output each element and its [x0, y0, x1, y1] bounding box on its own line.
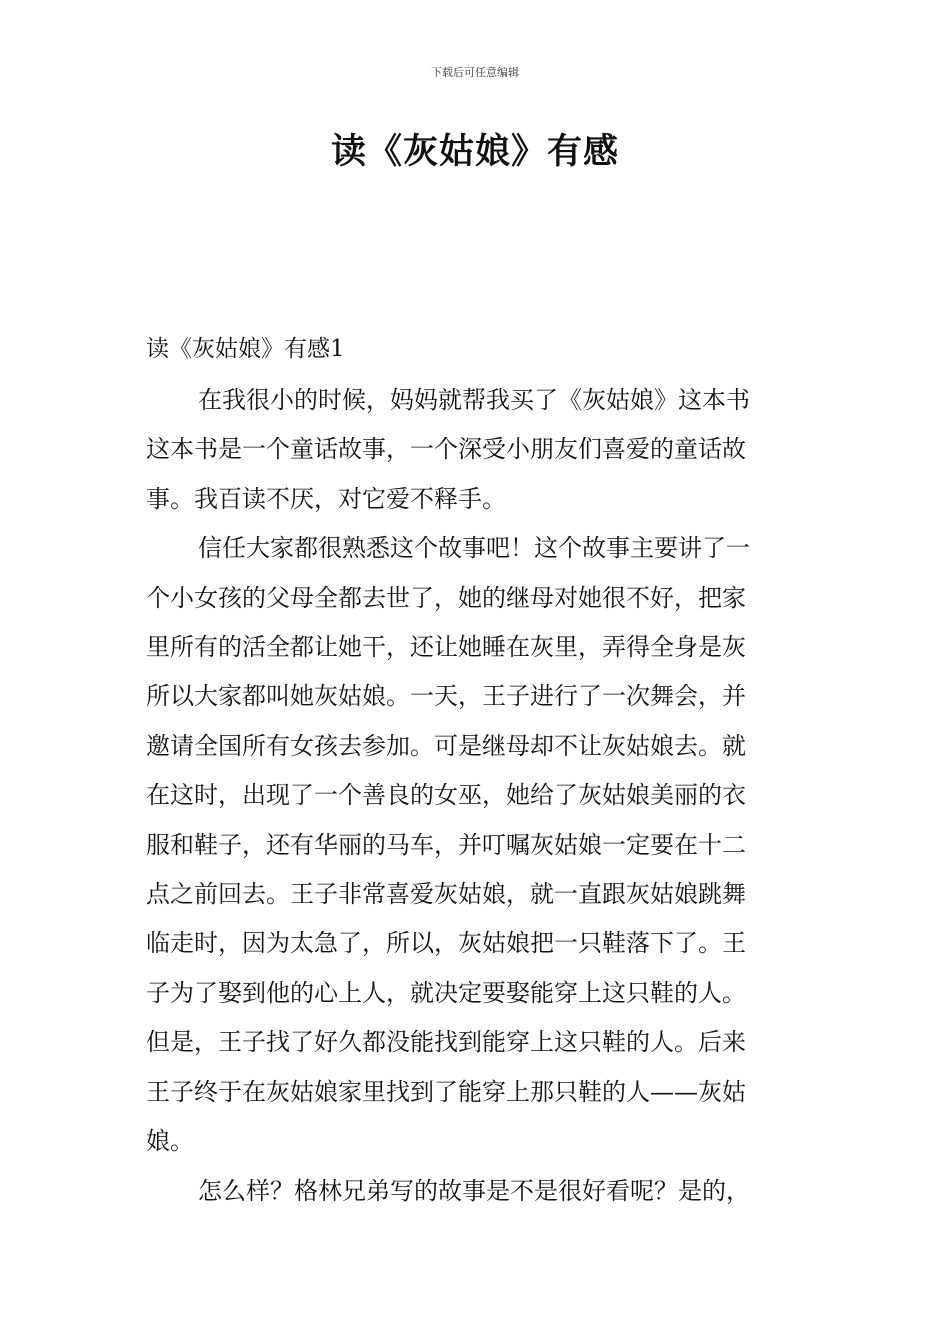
- paragraph-line: 里所有的活全都让她干，还让她睡在灰里，弄得全身是灰: [146, 633, 746, 662]
- paragraph-line: 信任大家都很熟悉这个故事吧！这个故事主要讲了一: [198, 534, 750, 563]
- document-body: [146, 376, 808, 1216]
- paragraph-line: 事。我百读不厌，对它爱不释手。: [146, 484, 506, 513]
- paragraph-line: 所以大家都叫她灰姑娘。一天，王子进行了一次舞会，并: [146, 682, 746, 711]
- paragraph-2: [146, 524, 808, 1166]
- paragraph-line: 在这时，出现了一个善良的女巫，她给了灰姑娘美丽的衣: [146, 781, 746, 810]
- paragraph-line: 服和鞋子，还有华丽的马车，并叮嘱灰姑娘一定要在十二: [146, 830, 746, 859]
- paragraph-line: 但是，王子找了好久都没能找到能穿上这只鞋的人。后来: [146, 1028, 746, 1057]
- paragraph-line: 临走时，因为太急了，所以，灰姑娘把一只鞋落下了。王: [146, 929, 746, 958]
- paragraph-3: [146, 1167, 808, 1216]
- paragraph-line: 在我很小的时候，妈妈就帮我买了《灰姑娘》这本书: [198, 386, 750, 414]
- paragraph-line: 娘。: [146, 1127, 194, 1156]
- section-heading: 读《灰姑娘》有感1: [146, 336, 345, 362]
- paragraph-line: 怎么样？格林兄弟写的故事是不是很好看呢？是的，: [198, 1176, 750, 1205]
- paragraph-1: [146, 376, 808, 524]
- paragraph-line: 邀请全国所有女孩去参加。可是继母却不让灰姑娘去。就: [146, 731, 746, 760]
- paragraph-line: 王子终于在灰姑娘家里找到了能穿上那只鞋的人——灰姑: [146, 1077, 746, 1106]
- paragraph-line: 个小女孩的父母全都去世了，她的继母对她很不好，把家: [146, 583, 746, 612]
- paragraph-line: 子为了娶到他的心上人，就决定要娶能穿上这只鞋的人。: [146, 978, 746, 1007]
- paragraph-line: 这本书是一个童话故事，一个深受小朋友们喜爱的童话故: [146, 435, 746, 464]
- document-title: 读《灰姑娘》有感: [330, 132, 619, 172]
- paragraph-line: 点之前回去。王子非常喜爱灰姑娘，就一直跟灰姑娘跳舞: [146, 880, 746, 909]
- header-note: 下载后可任意编辑: [431, 66, 519, 79]
